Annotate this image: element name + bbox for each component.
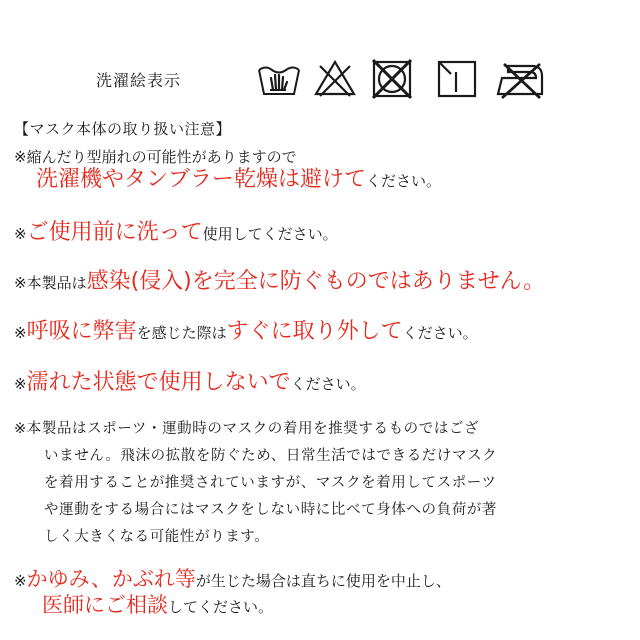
note-line-no-dryer-red: 洗濯機やタンブラー乾燥は避けて xyxy=(36,167,367,192)
note-line-wet-tail: ください。 xyxy=(290,375,366,393)
notes-title: 【マスク本体の取り扱い注意】 xyxy=(14,120,232,138)
note-mark: ※ xyxy=(14,324,27,342)
note-line-wash-before-use xyxy=(14,215,338,246)
note-line-breathing-mid: を感じた際は xyxy=(136,324,227,342)
paragraph-line: しく大きくなる可能性がります。 xyxy=(44,529,270,545)
note-line-no-dryer-tail: ください。 xyxy=(366,172,442,190)
note-line-breathing-red1: 呼吸に弊害 xyxy=(26,319,137,344)
hand-wash-icon xyxy=(256,56,302,102)
paragraph-line: や運動をする場合にはマスクをしない時に比べて身体への負荷が著 xyxy=(44,502,497,518)
paragraph-line: ※本製品はスポーツ・運動時のマスクの着用を推奨するものではござ xyxy=(14,421,480,437)
paragraph-line: を着用することが推奨されていますが、マスクを着用してスポーツ xyxy=(44,475,497,491)
note-line-wet-red: 濡れた状態で使用しないで xyxy=(26,370,291,395)
note-line-shrink: ※縮んだり型崩れの可能性がありますので xyxy=(14,148,297,166)
note-mark: ※ xyxy=(14,572,27,590)
care-label-header xyxy=(0,56,640,106)
note-line-consult-tail: してください。 xyxy=(168,598,274,616)
note-line-no-dryer xyxy=(36,162,441,193)
no-iron-icon xyxy=(492,56,548,102)
note-line-wash-red: ご使用前に洗って xyxy=(26,220,203,245)
note-line-protection-prefix: ※本製品は xyxy=(14,274,87,292)
note-line-itch-tail: が生じた場合は直ちに使用を中止し、 xyxy=(195,572,451,590)
note-line-protection-red: 感染(侵入)を完全に防ぐものではありません。 xyxy=(86,269,546,294)
line-dry-shade-icon xyxy=(434,56,480,102)
note-line-consult xyxy=(42,589,273,619)
note-mark: ※ xyxy=(14,225,27,243)
care-label-title: 洗濯絵表示 xyxy=(96,71,182,90)
no-bleach-icon xyxy=(312,56,358,102)
note-line-wash-tail: 使用してください。 xyxy=(202,225,338,243)
note-line-breathing xyxy=(14,314,478,345)
note-line-breathing-tail: ください。 xyxy=(402,324,478,342)
no-tumble-dry-icon xyxy=(369,56,415,102)
paragraph-line: いません。飛沫の拡散を防ぐため、日常生活ではできるだけマスク xyxy=(44,448,498,464)
note-line-itch-red: かゆみ、かぶれ等 xyxy=(26,567,196,591)
note-line-wet xyxy=(14,365,366,396)
note-mark: ※ xyxy=(14,375,27,393)
note-line-breathing-red2: すぐに取り外して xyxy=(226,319,403,344)
note-line-consult-red: 医師にご相談 xyxy=(42,593,168,617)
note-paragraph-sports xyxy=(14,416,626,551)
note-line-not-complete-protection xyxy=(14,264,545,295)
